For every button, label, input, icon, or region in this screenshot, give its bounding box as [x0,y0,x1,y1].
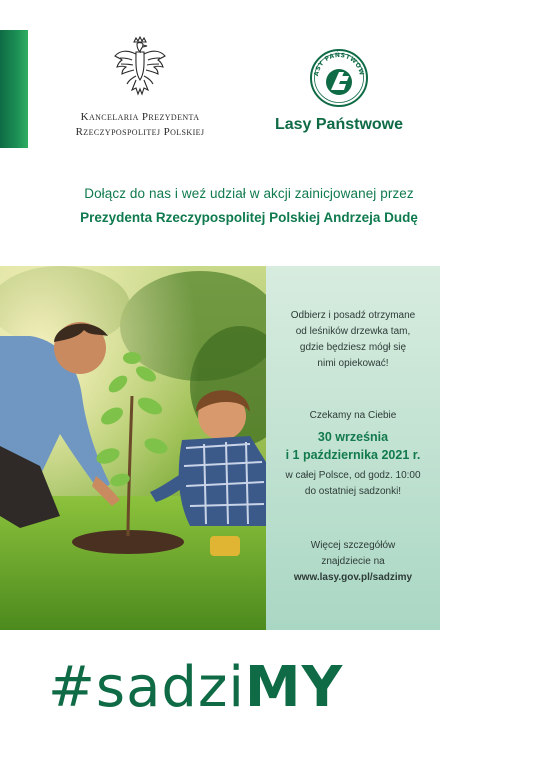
info-line: nimi opiekować! [317,358,389,369]
kancelaria-prezydenta-logo [60,36,220,140]
info-line: gdzie będziesz mógł się [299,342,407,353]
info-line: znajdziecie na [321,556,385,567]
kancelaria-line1: Kancelaria Prezydenta [80,111,200,123]
info-line: do ostatniej sadzonki! [304,486,402,497]
intro-text [0,186,498,225]
info-line: od leśników drzewka tam, [295,326,411,337]
event-date-1: 30 września [317,430,389,444]
info-line: Czekamy na Ciebie [309,410,397,421]
logo-ring-text: ASY PAŃSTWOW [313,51,366,77]
lasy-panstwowe-name: Lasy Państwowe [274,116,404,133]
father-and-son-planting-tree-photo [0,266,266,630]
info-line: w całej Polsce, od godz. 10:00 [285,470,421,481]
info-instructions [272,308,434,372]
info-dates [272,408,434,500]
hashtag-bold-part: MY [244,655,344,720]
kancelaria-name [60,110,220,140]
kancelaria-line2: Rzeczypospolitej Polskiej [75,126,205,138]
lasy-panstwowe-logo [256,48,422,134]
hashtag-light-part: #sadzi [48,655,245,720]
website-link[interactable]: www.lasy.gov.pl/sadzimy [293,572,413,583]
event-date-2: i 1 października 2021 r. [285,448,421,462]
info-line: Więcej szczegółów [310,540,396,551]
green-accent-tab [0,30,28,148]
info-more-details [272,538,434,586]
event-info-panel [266,266,440,630]
lasy-panstwowe-logo-icon [309,48,369,108]
campaign-hashtag [48,652,343,724]
intro-line2: Prezydenta Rzeczypospolitej Polskiej Andrzeja Dudę [80,210,418,225]
intro-line1: Dołącz do nas i weź udział w akcji zainicjowanej przez [84,186,414,201]
info-line: Odbierz i posadź otrzymane [290,310,416,321]
white-eagle-emblem-icon [112,36,168,100]
